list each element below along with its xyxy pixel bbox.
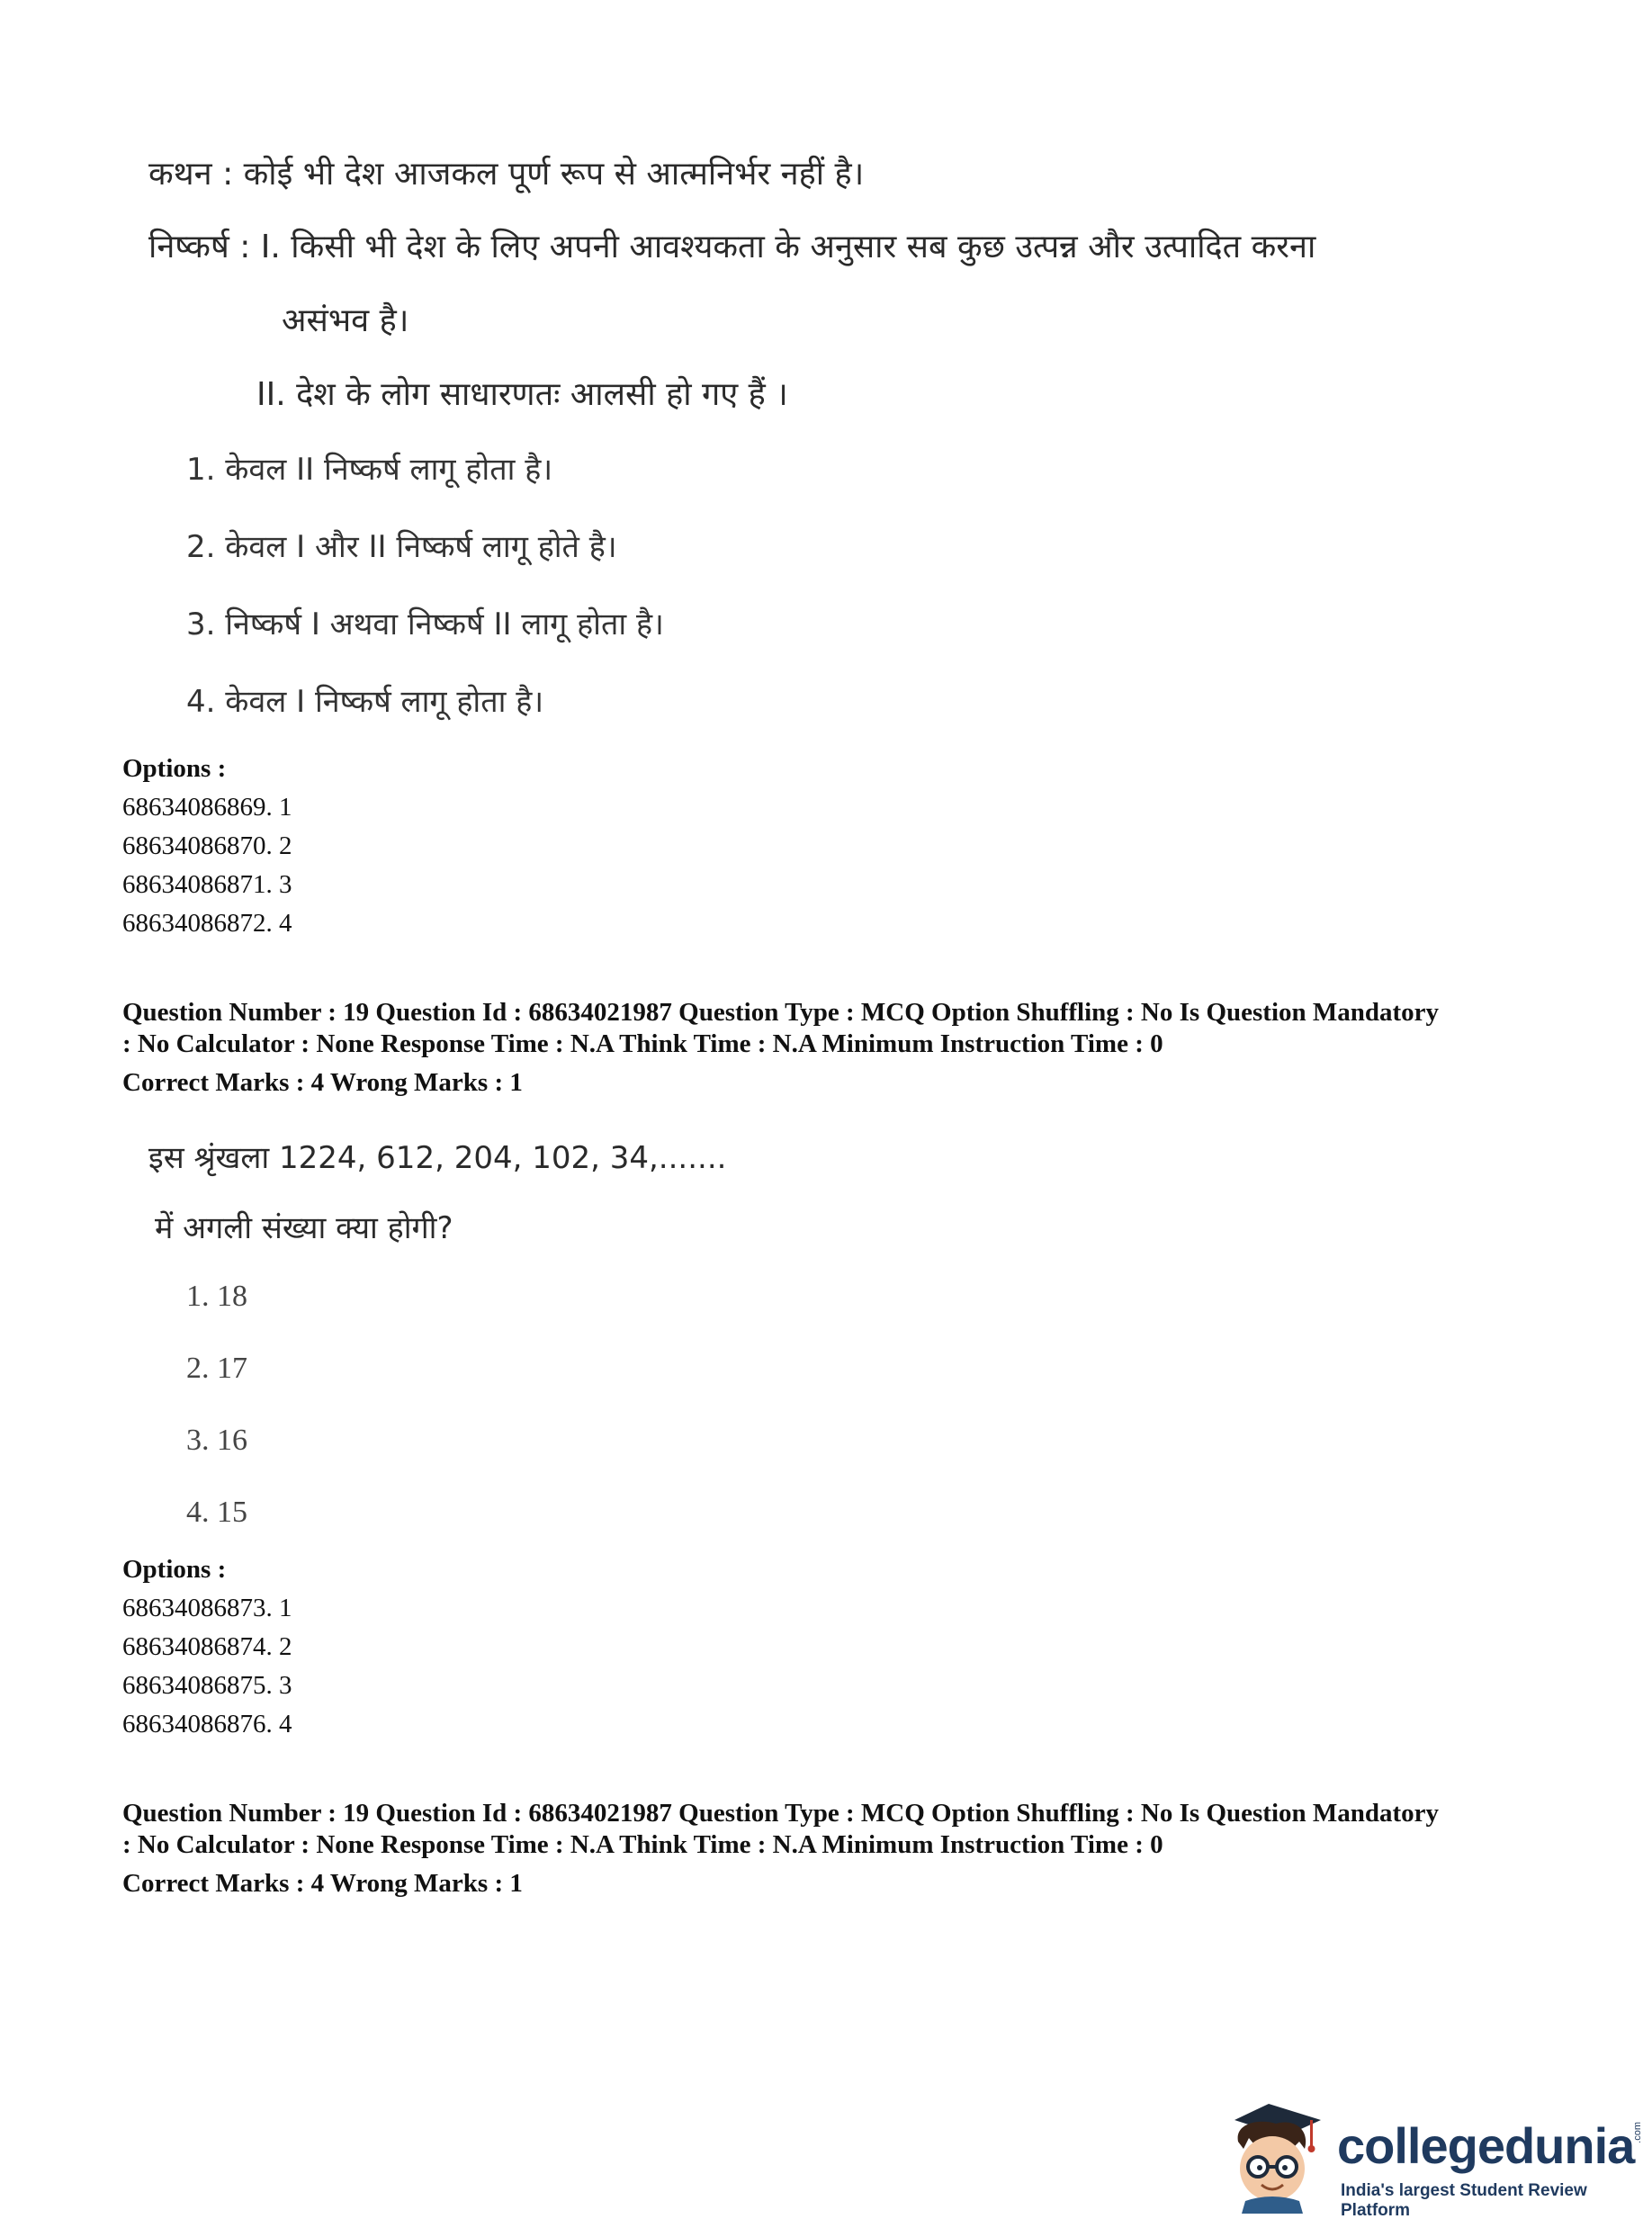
- q18-conclusion-2: II. देश के लोग साधारणतः आलसी हो गए हैं ।: [256, 376, 788, 413]
- q19-option-4: 68634086876. 4: [122, 1710, 292, 1738]
- collegedunia-tagline: India's largest Student Review Platform: [1341, 2181, 1587, 2220]
- q19-choice-1: 1. 18: [186, 1280, 247, 1313]
- q19-option-1: 68634086873. 1: [122, 1594, 292, 1622]
- collegedunia-suffix: .com: [1632, 2122, 1643, 2143]
- q18-choice-1: 1. केवल II निष्कर्ष लागू होता है।: [186, 452, 553, 488]
- q19-meta-line-2: : No Calculator : None Response Time : N.A Think Time : N.A Minimum Instruction Time : 0: [122, 1029, 1163, 1058]
- q18-options-label: Options :: [122, 754, 227, 783]
- q19-meta-line-1: Question Number : 19 Question Id : 68634021987 Question Type : MCQ Option Shuffling : No Is Question Mandatory: [122, 998, 1440, 1027]
- q19-choice-3: 3. 16: [186, 1424, 247, 1457]
- q19-repeat-meta-line-1: Question Number : 19 Question Id : 68634021987 Question Type : MCQ Option Shuffling : No Is Question Mandatory: [122, 1799, 1440, 1828]
- q19-meta: [122, 997, 1439, 1060]
- q18-conclusion-1-cont: असंभव है।: [282, 302, 409, 339]
- q19-choice-2: 2. 17: [186, 1352, 247, 1385]
- collegedunia-wordmark: collegedunia: [1337, 2117, 1635, 2174]
- q18-option-3: 68634086871. 3: [122, 870, 292, 899]
- q19-choice-4: 4. 15: [186, 1496, 247, 1529]
- q18-choice-4: 4. केवल I निष्कर्ष लागू होता है।: [186, 684, 544, 720]
- collegedunia-mascot-icon: [1222, 2097, 1330, 2214]
- q19-option-2: 68634086874. 2: [122, 1632, 292, 1661]
- q19-repeat-marks: Correct Marks : 4 Wrong Marks : 1: [122, 1869, 523, 1898]
- q19-question-line-1: इस श्रृंखला 1224, 612, 204, 102, 34,.......: [148, 1140, 727, 1176]
- q19-repeat-meta-line-2: : No Calculator : None Response Time : N.A Think Time : N.A Minimum Instruction Time : 0: [122, 1830, 1163, 1859]
- q18-option-4: 68634086872. 4: [122, 909, 292, 938]
- q19-marks: Correct Marks : 4 Wrong Marks : 1: [122, 1068, 523, 1097]
- q18-choice-3: 3. निष्कर्ष I अथवा निष्कर्ष II लागू होता है।: [186, 606, 664, 642]
- q19-question-line-2: में अगली संख्या क्या होगी?: [155, 1210, 453, 1246]
- q18-conclusion-1: निष्कर्ष : I. किसी भी देश के लिए अपनी आवश्यकता के अनुसार सब कुछ उत्पन्न और उत्पादित करना: [148, 229, 1316, 265]
- q18-option-2: 68634086870. 2: [122, 831, 292, 860]
- q19-options-label: Options :: [122, 1555, 227, 1584]
- q19-option-3: 68634086875. 3: [122, 1671, 292, 1700]
- q18-choice-2: 2. केवल I और II निष्कर्ष लागू होते है।: [186, 529, 617, 565]
- q18-option-1: 68634086869. 1: [122, 793, 292, 822]
- q19-repeat-meta: [122, 1798, 1439, 1861]
- q18-options-list: [122, 788, 292, 943]
- q19-options-list: [122, 1589, 292, 1744]
- q18-statement: कथन : कोई भी देश आजकल पूर्ण रूप से आत्मनिर्भर नहीं है।: [148, 156, 865, 193]
